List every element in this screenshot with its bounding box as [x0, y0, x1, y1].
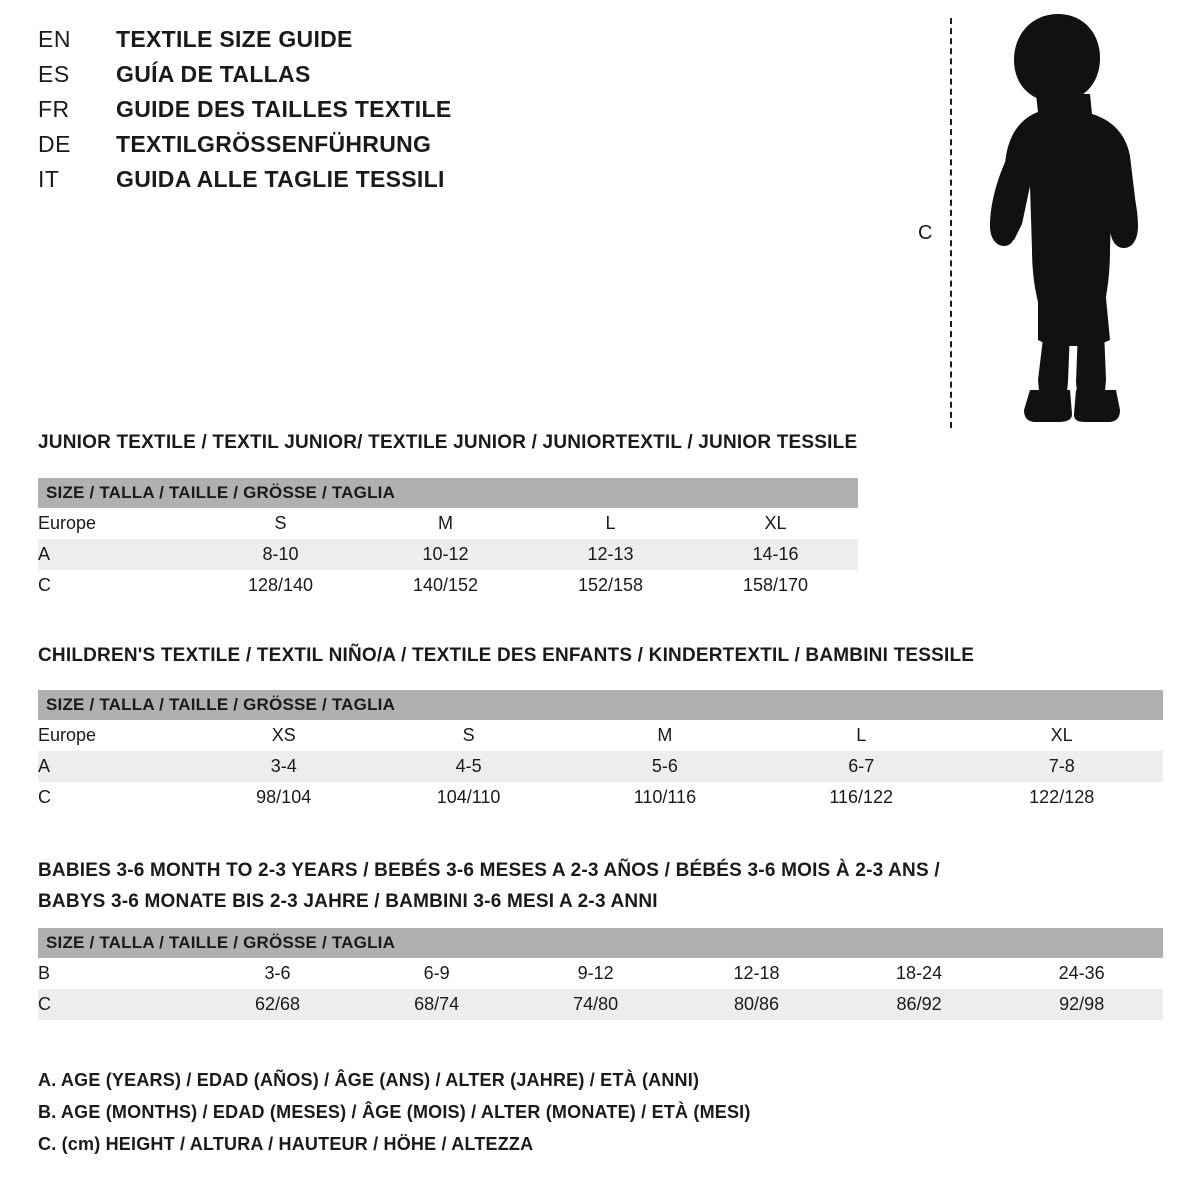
- language-code: EN: [38, 26, 71, 52]
- cell-value: 10-12: [363, 539, 528, 570]
- legend-line-age-years: A. AGE (YEARS) / EDAD (AÑOS) / ÂGE (ANS) / ALTER (JAHRE) / ETÀ (ANNI): [38, 1070, 700, 1090]
- section-title-babies-line2: BABYS 3-6 MONATE BIS 2-3 JAHRE / BAMBINI 3-6 MESI A 2-3 ANNI: [38, 891, 658, 912]
- cell-value: 3-6: [198, 958, 357, 989]
- band-label: SIZE / TALLA / TAILLE / GRÖSSE / TAGLIA: [38, 690, 1163, 720]
- cell-value: 8-10: [198, 539, 363, 570]
- child-silhouette-icon: [940, 10, 1170, 425]
- cell-value: 24-36: [1000, 958, 1163, 989]
- language-code: FR: [38, 96, 70, 122]
- cell-value: 128/140: [198, 570, 363, 601]
- cell-value: 74/80: [516, 989, 675, 1020]
- cell-value: 122/128: [960, 782, 1163, 813]
- child-figure-diagram: [900, 10, 1180, 430]
- language-title: GUIDE DES TAILLES TEXTILE: [116, 96, 452, 122]
- cell-value: 68/74: [357, 989, 516, 1020]
- table-band-header: [38, 690, 1163, 720]
- cell-value: 152/158: [528, 570, 693, 601]
- row-label: Europe: [38, 720, 198, 751]
- language-row: [38, 61, 452, 96]
- cell-value: 98/104: [198, 782, 369, 813]
- cell-value: 9-12: [516, 958, 675, 989]
- language-title-list: [38, 26, 452, 201]
- legend-line-height: C. (cm) HEIGHT / ALTURA / HAUTEUR / HÖHE / ALTEZZA: [38, 1134, 534, 1154]
- height-measure-label: C: [918, 222, 933, 244]
- cell-value: 4-5: [369, 751, 567, 782]
- cell-value: M: [568, 720, 762, 751]
- cell-value: 6-7: [762, 751, 960, 782]
- language-code: IT: [38, 166, 60, 192]
- row-label: C: [38, 989, 198, 1020]
- section-title-children: CHILDREN'S TEXTILE / TEXTIL NIÑO/A / TEXTILE DES ENFANTS / KINDERTEXTIL / BAMBINI TESSILE: [38, 645, 975, 666]
- language-row: [38, 166, 452, 201]
- children-size-table: [38, 690, 1163, 813]
- cell-value: L: [762, 720, 960, 751]
- language-code: ES: [38, 61, 70, 87]
- language-title: GUIDA ALLE TAGLIE TESSILI: [116, 166, 445, 192]
- cell-value: 7-8: [960, 751, 1163, 782]
- section-title-babies-line1: BABIES 3-6 MONTH TO 2-3 YEARS / BEBÉS 3-6 MESES A 2-3 AÑOS / BÉBÉS 3-6 MOIS À 2-3 ANS /: [38, 860, 940, 881]
- cell-value: 110/116: [568, 782, 762, 813]
- language-title: TEXTILE SIZE GUIDE: [116, 26, 353, 52]
- cell-value: 5-6: [568, 751, 762, 782]
- language-row: [38, 26, 452, 61]
- cell-value: XS: [198, 720, 369, 751]
- language-code: DE: [38, 131, 71, 157]
- table-row: [38, 508, 858, 539]
- cell-value: 12-13: [528, 539, 693, 570]
- cell-value: 18-24: [838, 958, 1001, 989]
- table-band-header: [38, 928, 1163, 958]
- table-band-header: [38, 478, 858, 508]
- band-label: SIZE / TALLA / TAILLE / GRÖSSE / TAGLIA: [38, 928, 1163, 958]
- cell-value: S: [369, 720, 567, 751]
- cell-value: 3-4: [198, 751, 369, 782]
- cell-value: 116/122: [762, 782, 960, 813]
- cell-value: M: [363, 508, 528, 539]
- row-label: A: [38, 539, 198, 570]
- language-row: [38, 131, 452, 166]
- cell-value: 104/110: [369, 782, 567, 813]
- row-label: A: [38, 751, 198, 782]
- legend-block: [38, 1070, 751, 1166]
- table-row: [38, 570, 858, 601]
- cell-value: L: [528, 508, 693, 539]
- legend-line-age-months: B. AGE (MONTHS) / EDAD (MESES) / ÂGE (MOIS) / ALTER (MONATE) / ETÀ (MESI): [38, 1102, 751, 1122]
- cell-value: 6-9: [357, 958, 516, 989]
- row-label: C: [38, 782, 198, 813]
- cell-value: 158/170: [693, 570, 858, 601]
- cell-value: XL: [693, 508, 858, 539]
- babies-size-table: [38, 928, 1163, 1020]
- table-row: [38, 989, 1163, 1020]
- section-title-babies: [38, 855, 1038, 917]
- row-label: B: [38, 958, 198, 989]
- cell-value: 92/98: [1000, 989, 1163, 1020]
- cell-value: 140/152: [363, 570, 528, 601]
- junior-size-table: [38, 478, 858, 601]
- cell-value: 14-16: [693, 539, 858, 570]
- table-row: [38, 539, 858, 570]
- section-title-junior: JUNIOR TEXTILE / TEXTIL JUNIOR/ TEXTILE JUNIOR / JUNIORTEXTIL / JUNIOR TESSILE: [38, 432, 858, 453]
- table-row: [38, 782, 1163, 813]
- cell-value: XL: [960, 720, 1163, 751]
- cell-value: 12-18: [675, 958, 838, 989]
- cell-value: 62/68: [198, 989, 357, 1020]
- table-row: [38, 751, 1163, 782]
- row-label: Europe: [38, 508, 198, 539]
- cell-value: 80/86: [675, 989, 838, 1020]
- table-row: [38, 720, 1163, 751]
- language-row: [38, 96, 452, 131]
- band-label: SIZE / TALLA / TAILLE / GRÖSSE / TAGLIA: [38, 478, 858, 508]
- cell-value: 86/92: [838, 989, 1001, 1020]
- cell-value: S: [198, 508, 363, 539]
- row-label: C: [38, 570, 198, 601]
- table-row: [38, 958, 1163, 989]
- language-title: TEXTILGRÖSSENFÜHRUNG: [116, 131, 432, 157]
- language-title: GUÍA DE TALLAS: [116, 61, 311, 87]
